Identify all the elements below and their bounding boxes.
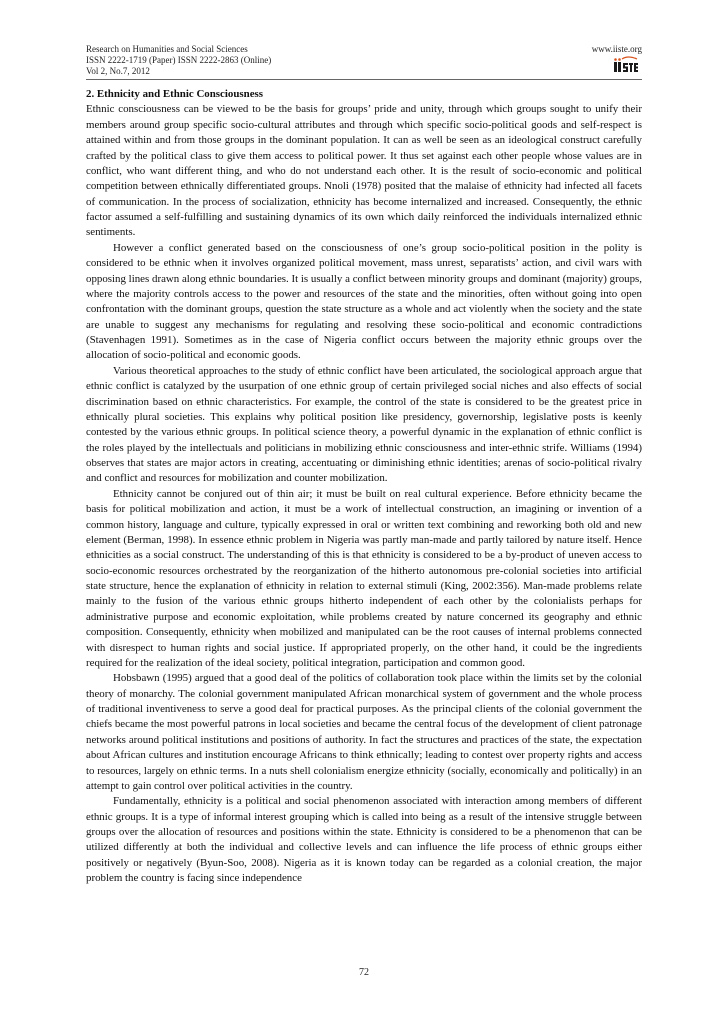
- journal-volume: Vol 2, No.7, 2012: [86, 66, 150, 77]
- main-content: [86, 87, 642, 887]
- page-number: 72: [359, 967, 369, 978]
- section-heading: 2. Ethnicity and Ethnic Consciousness: [86, 88, 264, 100]
- paragraph-4: Ethnicity cannot be conjured out of thin air; it must be built on real cultural experience. Before ethnicity became the basis for political mobilization and action, it must be a work of intellectual construction, an imagining or invention of a common history, language and culture, typically expressed in oral or written text combining and reworking both old and new element (Berman, 1998). In essence ethnic problem in Nigeria was partly man-made and partly tailored by nature itself. Hence ethnicities as a social construct. The understanding of this is that ethnicity is considered to be a by-product of uneven access to socio-economic resources orchestrated by the reorganization of the hitherto autonomous pre-colonial societies into artificial state structure, hence the explanation of ethnicity in relation to external stimuli (King, 2002:356). Man-made problems relate mainly to the fusion of the various ethnic groups hitherto independent of each other by the colonialists perhaps for administrative purpose and economic exploitation, while problems created by nature concerned its geography and ethnic composition. Consequently, ethnicity when mobilized and manipulated can be the root causes of internal problems connected with disrespect to human rights and social justice. If appropriated properly, on the other hand, it could be the ingredients required for the realization of the ideal society, political integration, participation and common good.: [86, 487, 642, 669]
- journal-header: [86, 44, 642, 78]
- paragraph-2: However a conflict generated based on the consciousness of one’s group socio-political position in the polity is considered to be ethnic when it involves organized political movement, mass unrest, separatists’ action, and civil wars with opposing lines drawn along ethnic boundaries. It is usually a conflict between minority groups and dominant (majority) groups, where the majority controls access to the power and resources of the state and the minorities, often without going into open confrontation with the dominant groups, question the state structure as a whole and act violently when the society and the state are unable to suggest any mechanisms for regulating and resolving these socio-political and economic contradictions (Stavenhagen 1991). Sometimes as in the case of Nigeria conflict occurs between the majority ethnic groups over the allocation of socio-political and economic goods.: [86, 241, 642, 362]
- header-divider: [86, 79, 642, 80]
- paragraph-5: Hobsbawn (1995) argued that a good deal of the politics of collaboration took place within the limits set by the colonial theory of monarchy. The colonial government manipulated African monarchical system of government and the whole process of traditional inventiveness to serve a good deal for practical purposes. As the principal clients of the colonial government the chiefs became the most powerful patrons in local societies and became the central focus of the development of client patronage networks around political institutions and positions of authority. In fact the structures and practices of the state, the expectation about African cultures and institution encourage Africans to think ethnically; leading to contest over property rights and access to resources, largely on ethnic terms. In a nuts shell colonialism energize ethnicity (socially, economically and politically) in an attempt to gain control over political activities in the country.: [86, 672, 642, 792]
- journal-title: Research on Humanities and Social Sciences: [86, 44, 248, 54]
- paragraph-3: Various theoretical approaches to the study of ethnic conflict have been articulated, the sociological approach argue that ethnic conflict is catalyzed by the usurpation of one ethnic group of certain privileged social niches and also effects of social discrimination based on ethnic characteristics. For example, the control of the state is considered to be the greatest price in ethnically plural societies. This explains why political position like presidency, governorship, legislative posts is keenly contested by the various ethnic groups. In political science theory, a powerful dynamic in the explanation of ethnic conflict is the roles played by the intellectuals and politicians in mobilizing ethnic consciousness and inter-ethnic strife. Williams (1994) observes that states are major actors in creating, accentuating or diminishing ethnic identities; arenas of socio-political rivalry and conflict and resources for mobilization and counter mobilization.: [86, 364, 642, 485]
- paragraph-6: Fundamentally, ethnicity is a political and social phenomenon associated with interaction among members of different ethnic groups. It is a type of informal interest grouping which is called into being as a result of the intensive struggle between groups over the allocation of resources and positions within the state. Ethnicity is considered to be a phenomenon that can be utilized differently at both the individual and collective levels and can influence the life process of ethnic groups either positively or negatively (Byun-Soo, 2008). Nigeria as it is known today can be regarded as a colonial creation, the major problem the country is facing since independence: [86, 795, 642, 885]
- journal-issn: ISSN 2222-1719 (Paper) ISSN 2222-2863 (Online): [86, 55, 272, 66]
- paragraph-1: Ethnic consciousness can be viewed to be the basis for groups’ pride and unity, through which groups sought to unify their members around group specific socio-cultural attributes and through which specific socio-political goods and self-respect is attained within and from those groups in the dominant population. It can as well be seen as an ideological construct carefully crafted by the political class to give them access to political power. It thus set against each other people whose values are in conflict, who want different thing, and who do not understand each other. It is the result of socio-economic and political competition between ethnically differentiated groups. Nnoli (1978) posited that the malaise of ethnicity had infected all facets of communication. In the process of socialization, ethnicity has become internalized and increased. Consequently, the ethnic factor assumed a self-fulfilling and sustaining dynamics of its own which daily reinforced the individuals internalized ethnic sentiments.: [86, 103, 642, 239]
- iiste-logo-icon: [614, 56, 638, 74]
- journal-url-link[interactable]: www.iiste.org: [591, 44, 642, 54]
